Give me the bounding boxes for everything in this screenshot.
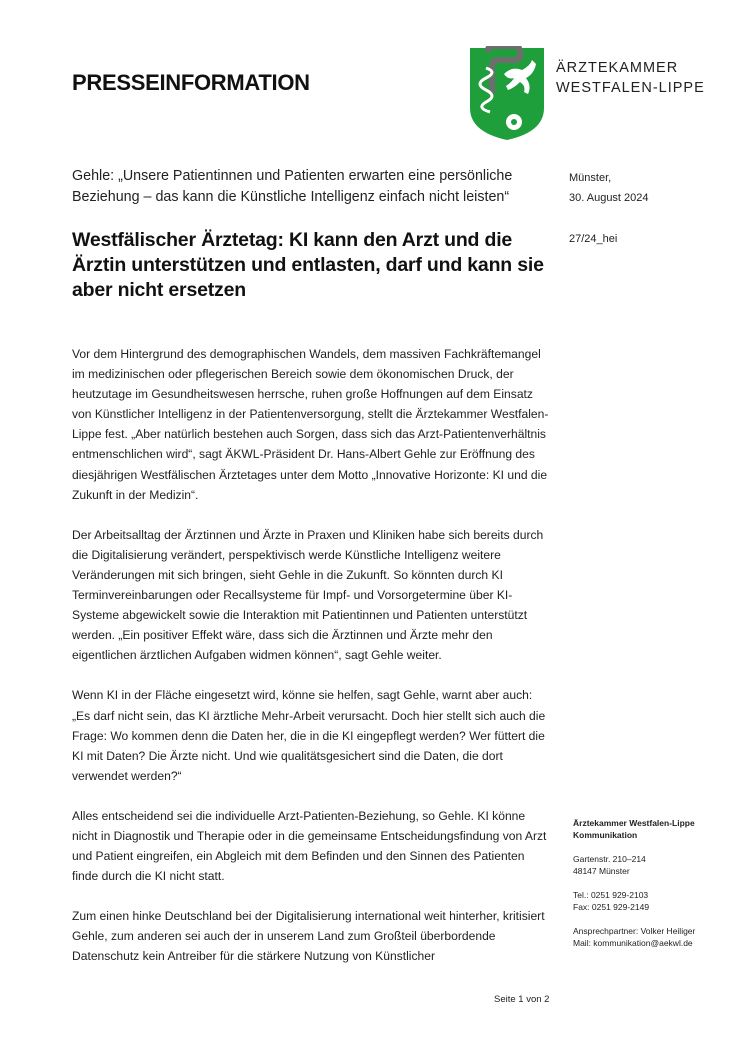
article-paragraph: Wenn KI in der Fläche eingesetzt wird, könne sie helfen, sagt Gehle, warnt aber auch: „Es darf nicht sein, das KI ärztliche Mehr-Arbeit verursacht. Doch hier stellt sich auch die Frage: Wo kommen denn die Daten her, die in die KI eingepflegt werden? Wer füttert die KI mit Daten? Die Ärzte nicht. Und wie qualitätsgesichert sind die Daten, die dort verwendet werden?“	[72, 688, 546, 783]
article-paragraph: Alles entscheidend sei die individuelle Arzt-Patienten-Beziehung, so Gehle. KI könne nicht in Diagnostik und Therapie oder in die gemeinsame Entscheidungsfindung von Arzt und Patient eingreifen, ein Abgleich mit dem Befinden und den Sinnen des Patienten finde durch die KI nicht statt.	[72, 808, 547, 884]
article-subtitle: Gehle: „Unsere Patientinnen und Patienten erwarten eine persönliche Beziehung – das kann die Künstliche Intelligenz einfach nicht leisten“	[72, 168, 513, 205]
contact-phone: Tel.: 0251 929-2103	[573, 890, 649, 900]
article-body	[72, 344, 552, 987]
document-type-title: PRESSEINFORMATION	[72, 70, 310, 95]
organization-name-line2: WESTFALEN-LIPPE	[556, 80, 705, 96]
contact-department: Kommunikation	[573, 830, 638, 840]
contact-email[interactable]: Mail: kommunikation@aekwl.de	[573, 938, 693, 948]
aekwl-logo-icon	[468, 46, 546, 142]
contact-street: Gartenstr. 210–214	[573, 854, 646, 864]
contact-org: Ärztekammer Westfalen-Lippe	[573, 818, 695, 828]
contact-person: Ansprechpartner: Volker Heiliger	[573, 926, 696, 936]
article-headline: Westfälischer Ärztetag: KI kann den Arzt und die Ärztin unterstützen und entlasten, darf und kann sie aber nicht ersetzen	[72, 229, 544, 301]
article-paragraph: Zum einen hinke Deutschland bei der Digitalisierung international weit hinterher, kritisiert Gehle, zum anderen sei auch der in unserem Land zum Großteil überbordende Datenschutz kein Antreiber für die stärkere Nutzung von Künstlicher	[72, 909, 545, 964]
article-paragraph: Der Arbeitsalltag der Ärztinnen und Ärzte in Praxen und Kliniken habe sich bereits durch die Digitalisierung verändert, perspektivisch werde Künstliche Intelligenz weitere Veränderungen mit sich bringen, sieht Gehle in die Zukunft. So könnten durch KI Terminvereinbarungen oder Recallsysteme für Impf- und Vorsorgetermine über KI-Systeme abgewickelt sowie die Interaktion mit Patientinnen und Patienten unterstützt werden. „Ein positiver Effekt wäre, dass sich die Ärztinnen und Ärzte mehr den eigentlichen ärztlichen Aufgaben widmen können“, sagt Gehle weiter.	[72, 527, 544, 663]
article-paragraph: Vor dem Hintergrund des demographischen Wandels, dem massiven Fachkräftemangel im medizinischen oder pflegerischen Bereich sowie dem ökonomischen Druck, der heutzutage im Gesundheitswesen herrsche, ruhen große Hoffnungen auf dem Einsatz von Künstlicher Intelligenz in der Patientenversorgung, stellt die Ärztekammer Westfalen-Lippe fest. „Aber natürlich bestehen auch Sorgen, dass sich das Arzt-Patientenverhältnis entmenschlichen wird“, sagt ÄKWL-Präsident Dr. Hans-Albert Gehle zur Eröffnung des diesjährigen Westfälischen Ärztetages unter dem Motto „Innovative Horizonte: KI und die Zukunft in der Medizin“.	[72, 347, 549, 502]
dateline-date: 30. August 2024	[569, 192, 649, 204]
contact-fax: Fax: 0251 929-2149	[573, 902, 650, 912]
page-number: Seite 1 von 2	[494, 994, 550, 1005]
reference-number: 27/24_hei	[569, 233, 618, 245]
contact-block	[573, 817, 733, 949]
dateline-city: Münster,	[569, 172, 612, 184]
organization-name-line1: ÄRZTEKAMMER	[556, 60, 679, 76]
contact-city: 48147 Münster	[573, 866, 630, 876]
